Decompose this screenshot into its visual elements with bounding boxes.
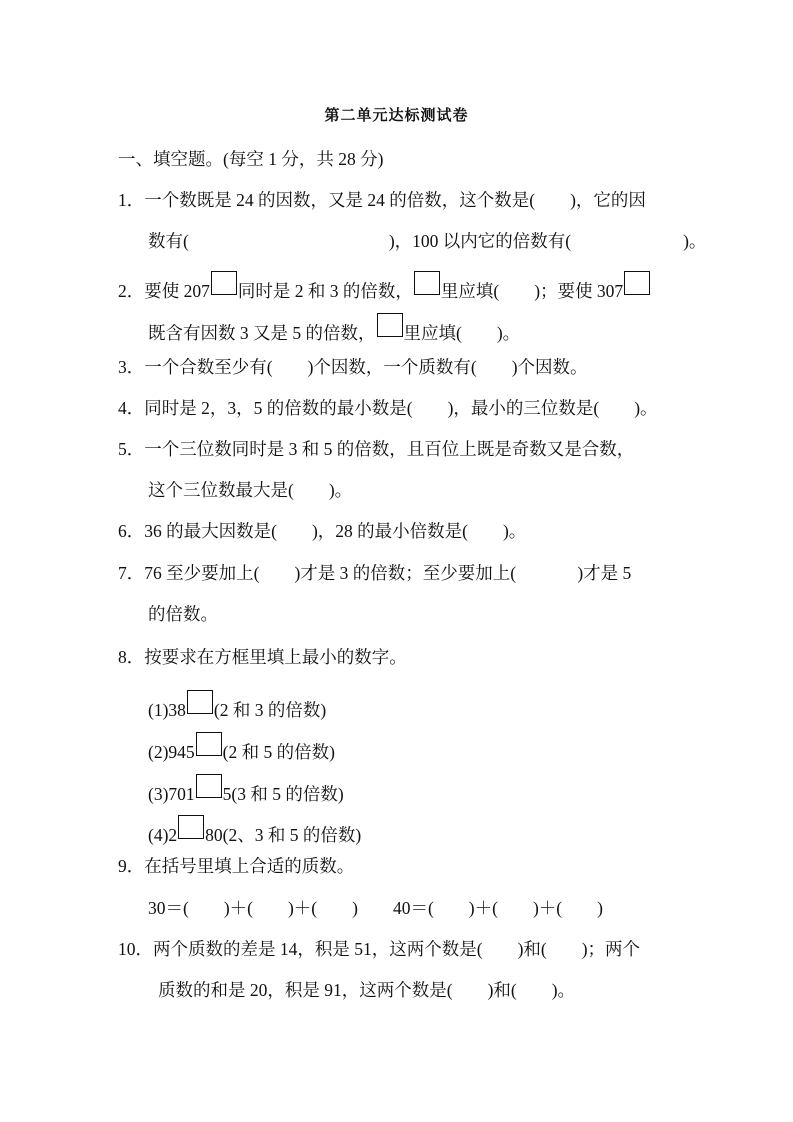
question-2-line-2: 既含有因数 3 又是 5 的倍数， 里应填( )。	[148, 313, 520, 344]
question-2-line-1: 2．要使 207 同时是 2 和 3 的倍数， 里应填( )；要使 307	[118, 271, 651, 302]
question-8-line-1: 8．按要求在方框里填上最小的数字。	[118, 647, 407, 667]
question-1-line-1: 1．一个数既是 24 的因数，又是 24 的倍数，这个数是( )，它的因	[118, 190, 646, 210]
section-heading: 一、填空题。(每空 1 分，共 28 分)	[118, 149, 384, 169]
answer-box[interactable]	[414, 271, 440, 295]
question-8-item-2: (2)945 (2 和 5 的倍数)	[148, 732, 335, 763]
question-4: 4．同时是 2，3，5 的倍数的最小数是( )，最小的三位数是( )。	[118, 398, 658, 418]
question-5-line-1: 5．一个三位数同时是 3 和 5 的倍数，且百位上既是奇数又是合数，	[118, 439, 635, 459]
answer-box[interactable]	[187, 690, 213, 714]
answer-box[interactable]	[377, 313, 403, 337]
answer-box[interactable]	[196, 774, 222, 798]
question-5-line-2: 这个三位数最大是( )。	[148, 480, 353, 500]
page-title: 第二单元达标测试卷	[324, 106, 469, 124]
question-8-item-4: (4)2 80(2、3 和 5 的倍数)	[148, 815, 361, 846]
question-6: 6．36 的最大因数是( )，28 的最小倍数是( )。	[118, 521, 527, 541]
question-7-line-1: 7．76 至少要加上( )才是 3 的倍数；至少要加上( )才是 5	[118, 563, 632, 583]
answer-box[interactable]	[178, 815, 204, 839]
question-10-line-1: 10．两个质数的差是 14，积是 51，这两个数是( )和( )；两个	[118, 939, 641, 959]
question-8-item-1: (1)38 (2 和 3 的倍数)	[148, 690, 326, 721]
answer-box[interactable]	[211, 271, 237, 295]
question-3: 3．一个合数至少有( )个因数，一个质数有( )个因数。	[118, 357, 588, 377]
question-8-item-3: (3)701 5(3 和 5 的倍数)	[148, 774, 344, 805]
question-1-line-2: 数有( )，100 以内它的倍数有( )。	[148, 231, 707, 251]
question-9-line-2: 30＝( )＋( )＋( ) 40＝( )＋( )＋( )	[148, 898, 603, 918]
question-10-line-2: 质数的和是 20，积是 91，这两个数是( )和( )。	[158, 980, 576, 1000]
answer-box[interactable]	[624, 271, 650, 295]
answer-box[interactable]	[196, 732, 222, 756]
question-7-line-2: 的倍数。	[148, 604, 218, 624]
question-9-line-1: 9．在括号里填上合适的质数。	[118, 856, 355, 876]
